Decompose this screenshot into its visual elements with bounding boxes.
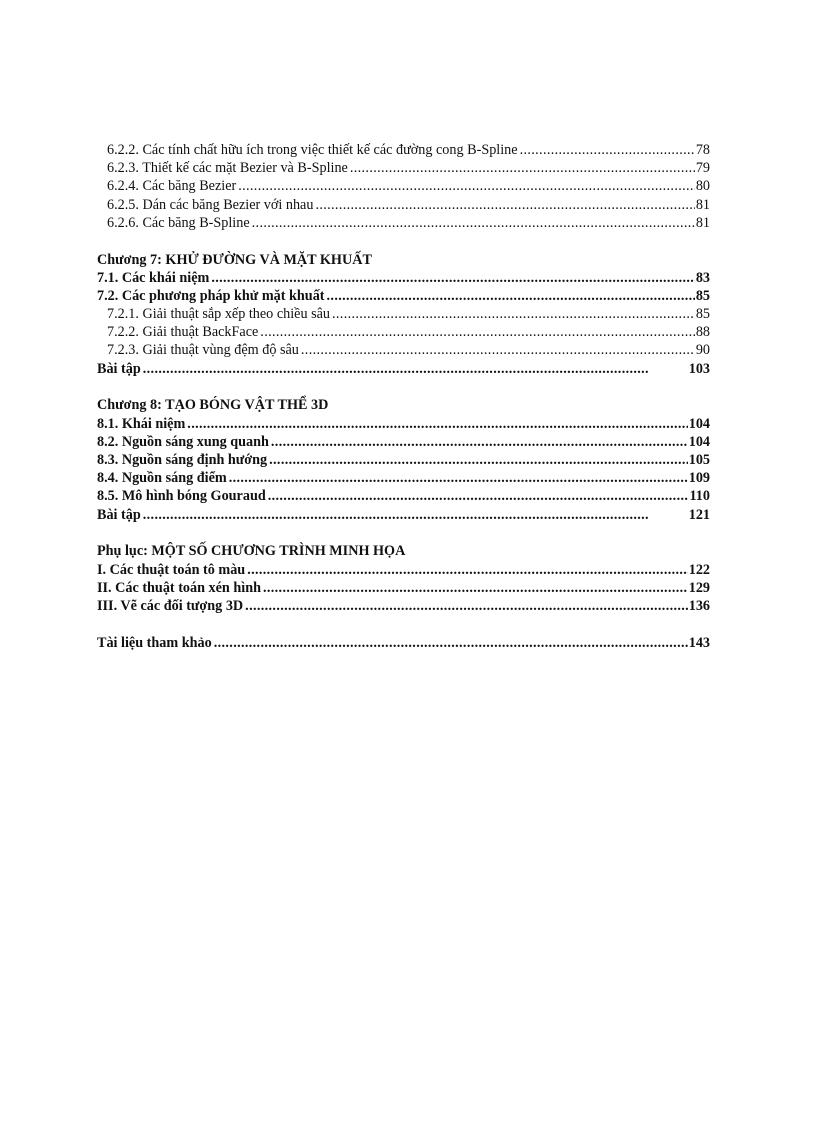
dot-leader	[229, 469, 688, 487]
toc-entry[interactable]	[97, 487, 710, 505]
toc-entry[interactable]	[97, 214, 710, 232]
toc-page-number: 78	[695, 142, 710, 158]
chapter-heading: Chương 8: TẠO BÓNG VẬT THỂ 3D	[97, 397, 329, 414]
toc-page-number: 104	[688, 415, 710, 432]
toc-page-number: 79	[695, 160, 710, 177]
toc-entry-label: 6.2.3. Thiết kế các mặt Bezier và B-Spline	[107, 160, 348, 177]
toc-entry-label: 8.5. Mô hình bóng Gouraud	[97, 488, 266, 505]
toc-page-number: 88	[695, 324, 710, 341]
dot-leader	[238, 177, 695, 195]
toc-entry-label: 7.1. Các khái niệm	[97, 269, 210, 286]
toc-entry[interactable]	[97, 141, 710, 159]
dot-leader	[252, 214, 695, 232]
toc-entry-label: 7.2.1. Giải thuật sắp xếp theo chiều sâu	[107, 306, 331, 323]
toc-page-number: 129	[688, 579, 710, 596]
toc-page-number: 81	[695, 214, 710, 231]
toc-entry[interactable]	[97, 579, 710, 597]
toc-entry[interactable]	[97, 341, 710, 359]
toc-page-number: 110	[689, 488, 710, 505]
dot-leader	[143, 506, 688, 524]
toc-entry-label: 8.4. Nguồn sáng điểm	[97, 470, 227, 487]
toc-entry[interactable]	[97, 415, 710, 433]
toc-page-number: 121	[688, 506, 710, 523]
dot-leader	[327, 287, 695, 305]
toc-page-number: 109	[688, 470, 710, 487]
dot-leader	[214, 634, 688, 652]
toc-entry-label: 7.2.2. Giải thuật BackFace	[107, 324, 259, 341]
toc-entry[interactable]	[97, 323, 710, 341]
toc-page-number: 103	[688, 360, 710, 377]
dot-leader	[263, 579, 688, 597]
toc-entry[interactable]	[97, 360, 710, 378]
toc-entry[interactable]	[97, 506, 710, 524]
table-of-contents	[97, 141, 710, 652]
toc-page-number: 90	[695, 342, 710, 359]
dot-leader	[271, 433, 688, 451]
section-spacer	[97, 615, 710, 634]
dot-leader	[315, 196, 694, 214]
toc-entry-label: 6.2.2. Các tính chất hữu ích trong việc thiết kế các đường cong B-Spline	[107, 142, 518, 158]
toc-entry[interactable]	[97, 287, 710, 305]
toc-entry-label: 8.2. Nguồn sáng xung quanh	[97, 433, 269, 450]
dot-leader	[269, 451, 688, 469]
toc-entry-label: Tài liệu tham khảo	[97, 634, 212, 651]
dot-leader	[247, 561, 688, 579]
toc-page-number: 136	[688, 597, 710, 614]
toc-entry[interactable]	[97, 177, 710, 195]
toc-entry[interactable]	[97, 159, 710, 177]
toc-page-number: 105	[688, 452, 710, 468]
toc-entry[interactable]	[97, 451, 710, 469]
toc-page-number: 85	[695, 287, 710, 304]
chapter-heading: Phụ lục: MỘT SỐ CHƯƠNG TRÌNH MINH HỌA	[97, 543, 406, 560]
toc-page-number: 85	[695, 306, 710, 323]
toc-entry-label: 6.2.5. Dán các băng Bezier với nhau	[107, 196, 314, 213]
dot-leader	[332, 305, 695, 323]
toc-page-number: 104	[688, 433, 710, 450]
section-spacer	[97, 524, 710, 543]
section-spacer	[97, 232, 710, 251]
toc-entry-label: 6.2.4. Các băng Bezier	[107, 178, 237, 195]
toc-page-number: 80	[695, 178, 710, 195]
toc-entry-label: I. Các thuật toán tô màu	[97, 561, 246, 578]
dot-leader	[245, 597, 688, 615]
dot-leader	[268, 487, 689, 505]
dot-leader	[211, 269, 694, 287]
dot-leader	[301, 341, 695, 359]
toc-entry-label: Bài tập	[97, 360, 141, 377]
toc-entry-label: 7.2.3. Giải thuật vùng đệm độ sâu	[107, 342, 299, 359]
toc-entry[interactable]	[97, 469, 710, 487]
toc-page-number: 143	[688, 634, 710, 651]
toc-entry-label: 7.2. Các phương pháp khử mặt khuất	[97, 287, 325, 304]
toc-entry-label: 8.1. Khái niệm	[97, 415, 186, 432]
toc-entry[interactable]	[97, 597, 710, 615]
toc-entry[interactable]	[97, 561, 710, 579]
toc-page-number: 122	[688, 561, 710, 578]
toc-page-number: 83	[695, 269, 710, 286]
toc-entry-label: II. Các thuật toán xén hình	[97, 579, 261, 596]
toc-entry[interactable]	[97, 433, 710, 451]
section-spacer	[97, 378, 710, 397]
toc-entry-label: 6.2.6. Các băng B-Spline	[107, 214, 250, 231]
dot-leader	[350, 159, 695, 177]
dot-leader	[187, 415, 687, 433]
toc-entry[interactable]	[97, 269, 710, 287]
toc-entry-label: 8.3. Nguồn sáng định hướng	[97, 452, 268, 468]
toc-entry-label: III. Vẽ các đối tượng 3D	[97, 597, 244, 614]
dot-leader	[143, 360, 688, 378]
toc-page-number: 81	[695, 196, 710, 213]
toc-entry[interactable]	[97, 196, 710, 214]
dot-leader	[260, 323, 695, 341]
toc-entry-label: Bài tập	[97, 506, 141, 523]
chapter-heading: Chương 7: KHỬ ĐƯỜNG VÀ MẶT KHUẤT	[97, 251, 372, 268]
dot-leader	[520, 141, 695, 159]
toc-entry[interactable]	[97, 634, 710, 652]
toc-entry[interactable]	[97, 305, 710, 323]
